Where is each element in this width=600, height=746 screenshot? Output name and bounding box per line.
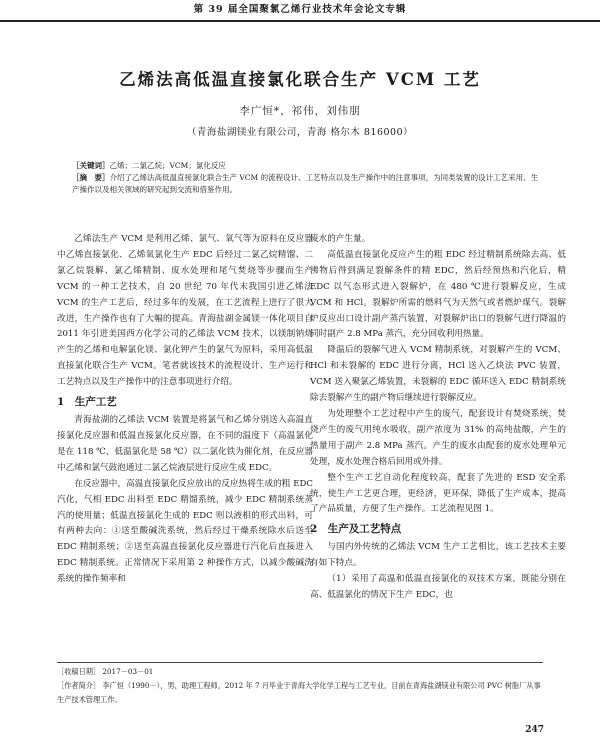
keywords-line [72, 160, 542, 172]
running-header: 第 39 届全国聚氯乙烯行业技术年会论文专辑 [0, 0, 600, 22]
left-column [57, 232, 313, 588]
right-column [310, 232, 566, 604]
authors: 李广恒*，祁伟，刘伟朋 [239, 105, 361, 117]
abstract-text: 介绍了乙烯法高低温直接氯化联合生产 VCM 的流程设计、工艺特点以及生产操作中的注意事项，为同类装置的设计工艺采用、生产操作以及相关领域的研究起到交流和借鉴作用。 [72, 173, 539, 194]
page-number: 247 [525, 725, 544, 735]
cracking-paragraph: 高低温直接氯化反应产生的粗 EDC 经过精制系统除去高、低沸物后得到满足裂解条件的精 EDC，然后经预热和汽化后，精 EDC 以气态形式进入裂解炉，在 480 ℃进行裂解反应，生成 VCM 和 HCl。裂解炉所需的燃料气为天然气或者燃炉煤气。裂解炉反应出口设计副产蒸汽装置，对裂解炉出口的裂解气进行降温的同时副产 2.8 MPa 蒸汽，充分回收利用热量。 [310, 249, 566, 340]
keywords-text: 乙烯；二氯乙烷；VCM；氯化反应 [109, 161, 226, 170]
section-2-heading: 2 生产及工艺特点 [310, 523, 402, 536]
features-intro-paragraph: 与国内外传统的乙烯法 VCM 生产工艺相比，该工艺技术主要有如下特点。 [310, 542, 566, 569]
paper-title: 乙烯法高低温直接氯化联合生产 VCM 工艺 [119, 70, 481, 89]
section-1-heading: 1 生产工艺 [57, 396, 117, 409]
abstract-line [72, 172, 542, 196]
keywords-label: ［关键词］ [72, 161, 110, 170]
author-bio: ［作者简介］ 李广恒（1990－），男，助理工程师，2012 年 7 月毕业于青海大学化学工程与工艺专业，目前在青海盐湖镁业有限公司 PVC 树脂厂从事生产技术管理工作。 [57, 681, 541, 704]
waste-treatment-paragraph: 为处理整个工艺过程中产生的废气，配套设计有焚烧系统，焚烧产生的废气用纯水吸收，副产浓度为 31% 的高纯盐酸，产生的热量用于副产 2.8 MPa 蒸汽。产生的废水由配套的废水处理单元处理，废水处理合格后回用或外排。 [310, 408, 566, 467]
keywords-abstract-block [72, 160, 542, 196]
process-paragraph-1: 青海盐湖的乙烯法 VCM 装置是将氯气和乙烯分别送入高温直接氯化反应器和低温直接氯化反应器，在不同的温度下（高温氯化是在 118 ℃，低温氯化是 58 ℃）以二氯化铁为催化剂，在反应器中乙烯和氯气鼓泡通过二氯乙烷液层进行反应生成 EDC。 [57, 415, 313, 473]
feature-1-paragraph: （1）采用了高温和低温直接氯化的双技术方案，既能分别在高、低温氯化的情况下生产 EDC，也 [310, 574, 566, 601]
footnote [57, 662, 543, 707]
received-date: ［收稿日期］ 2017－03－01 [57, 667, 154, 676]
process-paragraph-2: 在反应器中，高温直接氯化反应放出的反应热将生成的粗 EDC 汽化，气相 EDC 出料至 EDC 精馏系统，减少 EDC 精制系统蒸汽的使用量；低温直接氯化生成的 EDC 则以液相的形式出料，可有两种去向：①送至酸碱洗系统，然后经过干燥系统除水后送至 EDC 精制系统；②送至高温直接氯化反应器进行汽化后直接进入 EDC 精制系统。正常情况下采用第 2 种操作方式，以减少酸碱洗系统的操作频率和 [57, 478, 313, 585]
automation-paragraph: 整个生产工艺自动化程度较高，配套了先进的 ESD 安全系统，使生产工艺更合理，更经济，更环保，降低了生产成本，提高了产品质量，方便了生产操作。工艺流程见图 1。 [310, 472, 566, 515]
affiliation: （青海盐湖镁业有限公司，青海 格尔木 816000） [186, 127, 414, 138]
intro-paragraph: 乙烯法生产 VCM 是利用乙烯、氯气、氧气等为原料在反应器中乙烯直接氯化、乙烯氧氯化生产 EDC 后经过二氯乙烷精馏、二氯乙烷裂解、氯乙烯精制、废水处理和尾气焚烧等步骤而生产 VCM 的一种工艺技术，自 20 世纪 70 年代末我国引进乙烯法 VCM 的生产工艺后，经过多年的发展，在工艺流程上进行了很大改进，生产操作也有了大幅的提高。青海盐湖金属镁一体化项目自 2011 年引进美国西方化学公司的乙烯法 VCM 技术，以镁制钠烧产生的乙烯和电解氯化镁、氯化钾产生的氯气为原料，采用高低温直接氯化联合生产 VCM。笔者就该技术的流程设计、生产运行和工艺特点以及生产操作中的注意事项进行介绍。 [57, 234, 313, 388]
continued-paragraph: 废水的产生量。 [310, 234, 371, 244]
abstract-label: ［摘 要］ [72, 173, 110, 182]
vcm-refining-paragraph: 降温后的裂解气进入 VCM 精制系统，对裂解产生的 VCM、HCl 和未裂解的 EDC 进行分离，HCl 送入乙炔法 PVC 装置，VCM 送入聚氯乙烯装置，未裂解的 EDC 循环送入 EDC 精制系统除去裂解产生的副产物后继续进行裂解反应。 [310, 345, 566, 404]
